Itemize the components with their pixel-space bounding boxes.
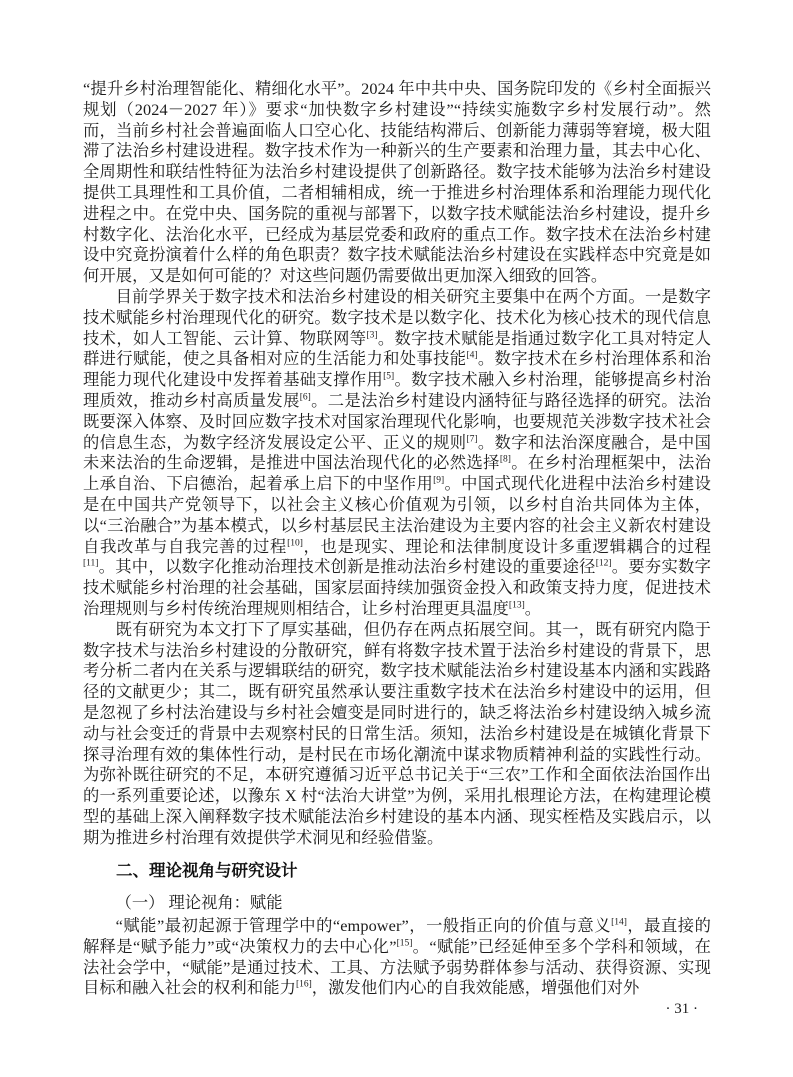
paragraph-continuation: “提升乡村治理智能化、精细化水平”。2024 年中共中央、国务院印发的《乡村全面振兴规划（2024－2027 年）》要求“加快数字乡村建设”“持续实施数字乡村发展行动”。然而，当前乡村社会普遍面临人口空心化、技能结构滞后、创新能力薄弱等窘境，极大阻滞了法治乡村建设进程。数字技术作为一种新兴的生产要素和治理力量，其去中心化、全周期性和联结性特征为法治乡村建设提供了创新路径。数字技术能够为法治乡村建设提供工具理性和工具价值，二者相辅相成，统一于推进乡村治理体系和治理能力现代化进程之中。在党中央、国务院的重视与部署下，以数字技术赋能法治乡村建设，提升乡村数字化、法治化水平，已经成为基层党委和政府的重点工作。数字技术在法治乡村建设中究竟扮演着什么样的角色职责？数字技术赋能法治乡村建设在实践样态中究竟是如何开展，又是如何可能的？对这些问题仍需要做出更加深入细致的回答。 bbox=[83, 79, 711, 286]
paragraph-empower-theory: “赋能”最初起源于管理学中的“empower”，一般指正向的价值与意义[14]，最直接的解释是“赋予能力”或“决策权力的去中心化”[15]。“赋能”已经延伸至多个学科和领域，在法社会学中，“赋能”是通过技术、工具、方法赋予弱势群体参与活动、获得资源、实现目标和融入社会的权利和能力[16]，激发他们内心的自我效能感，增强他们对外 bbox=[83, 916, 711, 998]
footnote-reference: [10] bbox=[287, 538, 303, 549]
footnote-reference: [9] bbox=[433, 475, 445, 486]
paragraph-literature-review: 目前学界关于数字技术和法治乡村建设的相关研究主要集中在两个方面。一是数字技术赋能乡村治理现代化的研究。数字技术是以数字化、技术化为核心技术的现代信息技术，如人工智能、云计算、物联网等[3]。数字技术赋能是指通过数字化工具对特定人群进行赋能，使之具备相对应的生活能力和处事技能[4]。数字技术在乡村治理体系和治理能力现代化建设中发挥着基础支撑作用[5]。数字技术融入乡村治理，能够提高乡村治理质效，推动乡村高质量发展[6]。二是法治乡村建设内涵特征与路径选择的研究。法治既要深入体察、及时回应数字技术对国家治理现代化影响，也要规范关涉数字技术社会的信息生态，为数字经济发展设定公平、正义的规则[7]。数字和法治深度融合，是中国未来法治的生命逻辑，是推进中国法治现代化的必然选择[8]。在乡村治理框架中，法治上承自治、下启德治，起着承上启下的中坚作用[9]。中国式现代化进程中法治乡村建设是在中国共产党领导下，以社会主义核心价值观为引领，以乡村自治共同体为主体，以“三治融合”为基本模式，以乡村基层民主法治建设为主要内容的社会主义新农村建设自我改革与自我完善的过程[10]，也是现实、理论和法律制度设计多重逻辑耦合的过程[11]。其中，以数字化推动治理技术创新是推动法治乡村建设的重要途径[12]。要夯实数字技术赋能乡村治理的社会基础，国家层面持续加强资金投入和政策支持力度，促进技术治理规则与乡村传统治理规则相结合，让乡村治理更具温度[13]。 bbox=[83, 286, 712, 618]
footnote-reference: [8] bbox=[499, 454, 511, 465]
footnote-reference: [13] bbox=[508, 600, 525, 611]
paragraph-research-gap: 既有研究为本文打下了厚实基础，但仍存在两点拓展空间。其一，既有研究内隐于数字技术与法治乡村建设的分散研究，鲜有将数字技术置于法治乡村建设的背景下，思考分析二者内在关系与逻辑联结的研究，数字技术赋能法治乡村建设基本内涵和实践路径的文献更少；其二，既有研究虽然承认要注重数字技术在法治乡村建设中的运用，但是忽视了乡村法治建设与乡村社会嬗变是同时进行的，缺乏将法治乡村建设纳入城乡流动与社会变迁的背景中去观察村民的日常生活。须知，法治乡村建设是在城镇化背景下探寻治理有效的集体性行动，是村民在市场化潮流中谋求物质精神利益的实践性行动。为弥补既往研究的不足，本研究遵循习近平总书记关于“三农”工作和全面依法治国作出的一系列重要论述，以豫东 X 村“法治大讲堂”为例，采用扎根理论方法，在构建理论模型的基础上深入阐释数字技术赋能法治乡村建设的基本内涵、现实桎梏及实践启示，以期为推进乡村治理有效提供学术洞见和经验借鉴。 bbox=[83, 619, 711, 847]
page-content bbox=[83, 79, 711, 999]
footnote-reference: [16] bbox=[295, 980, 312, 991]
page-number: · 31 · bbox=[665, 1001, 698, 1017]
footnote-reference: [14] bbox=[611, 917, 627, 928]
section-heading: 二、理论视角与研究设计 bbox=[116, 862, 298, 881]
footnote-reference: [5] bbox=[383, 371, 395, 382]
footnote-reference: [7] bbox=[466, 434, 478, 445]
footnote-reference: [11] bbox=[83, 558, 99, 569]
subsection-heading: （一） 理论视角：赋能 bbox=[115, 893, 283, 913]
footnote-reference: [6] bbox=[299, 392, 311, 403]
footnote-reference: [12] bbox=[595, 558, 612, 569]
footnote-reference: [3] bbox=[366, 330, 378, 341]
footnote-reference: [4] bbox=[466, 350, 478, 361]
footnote-reference: [15] bbox=[396, 938, 413, 949]
